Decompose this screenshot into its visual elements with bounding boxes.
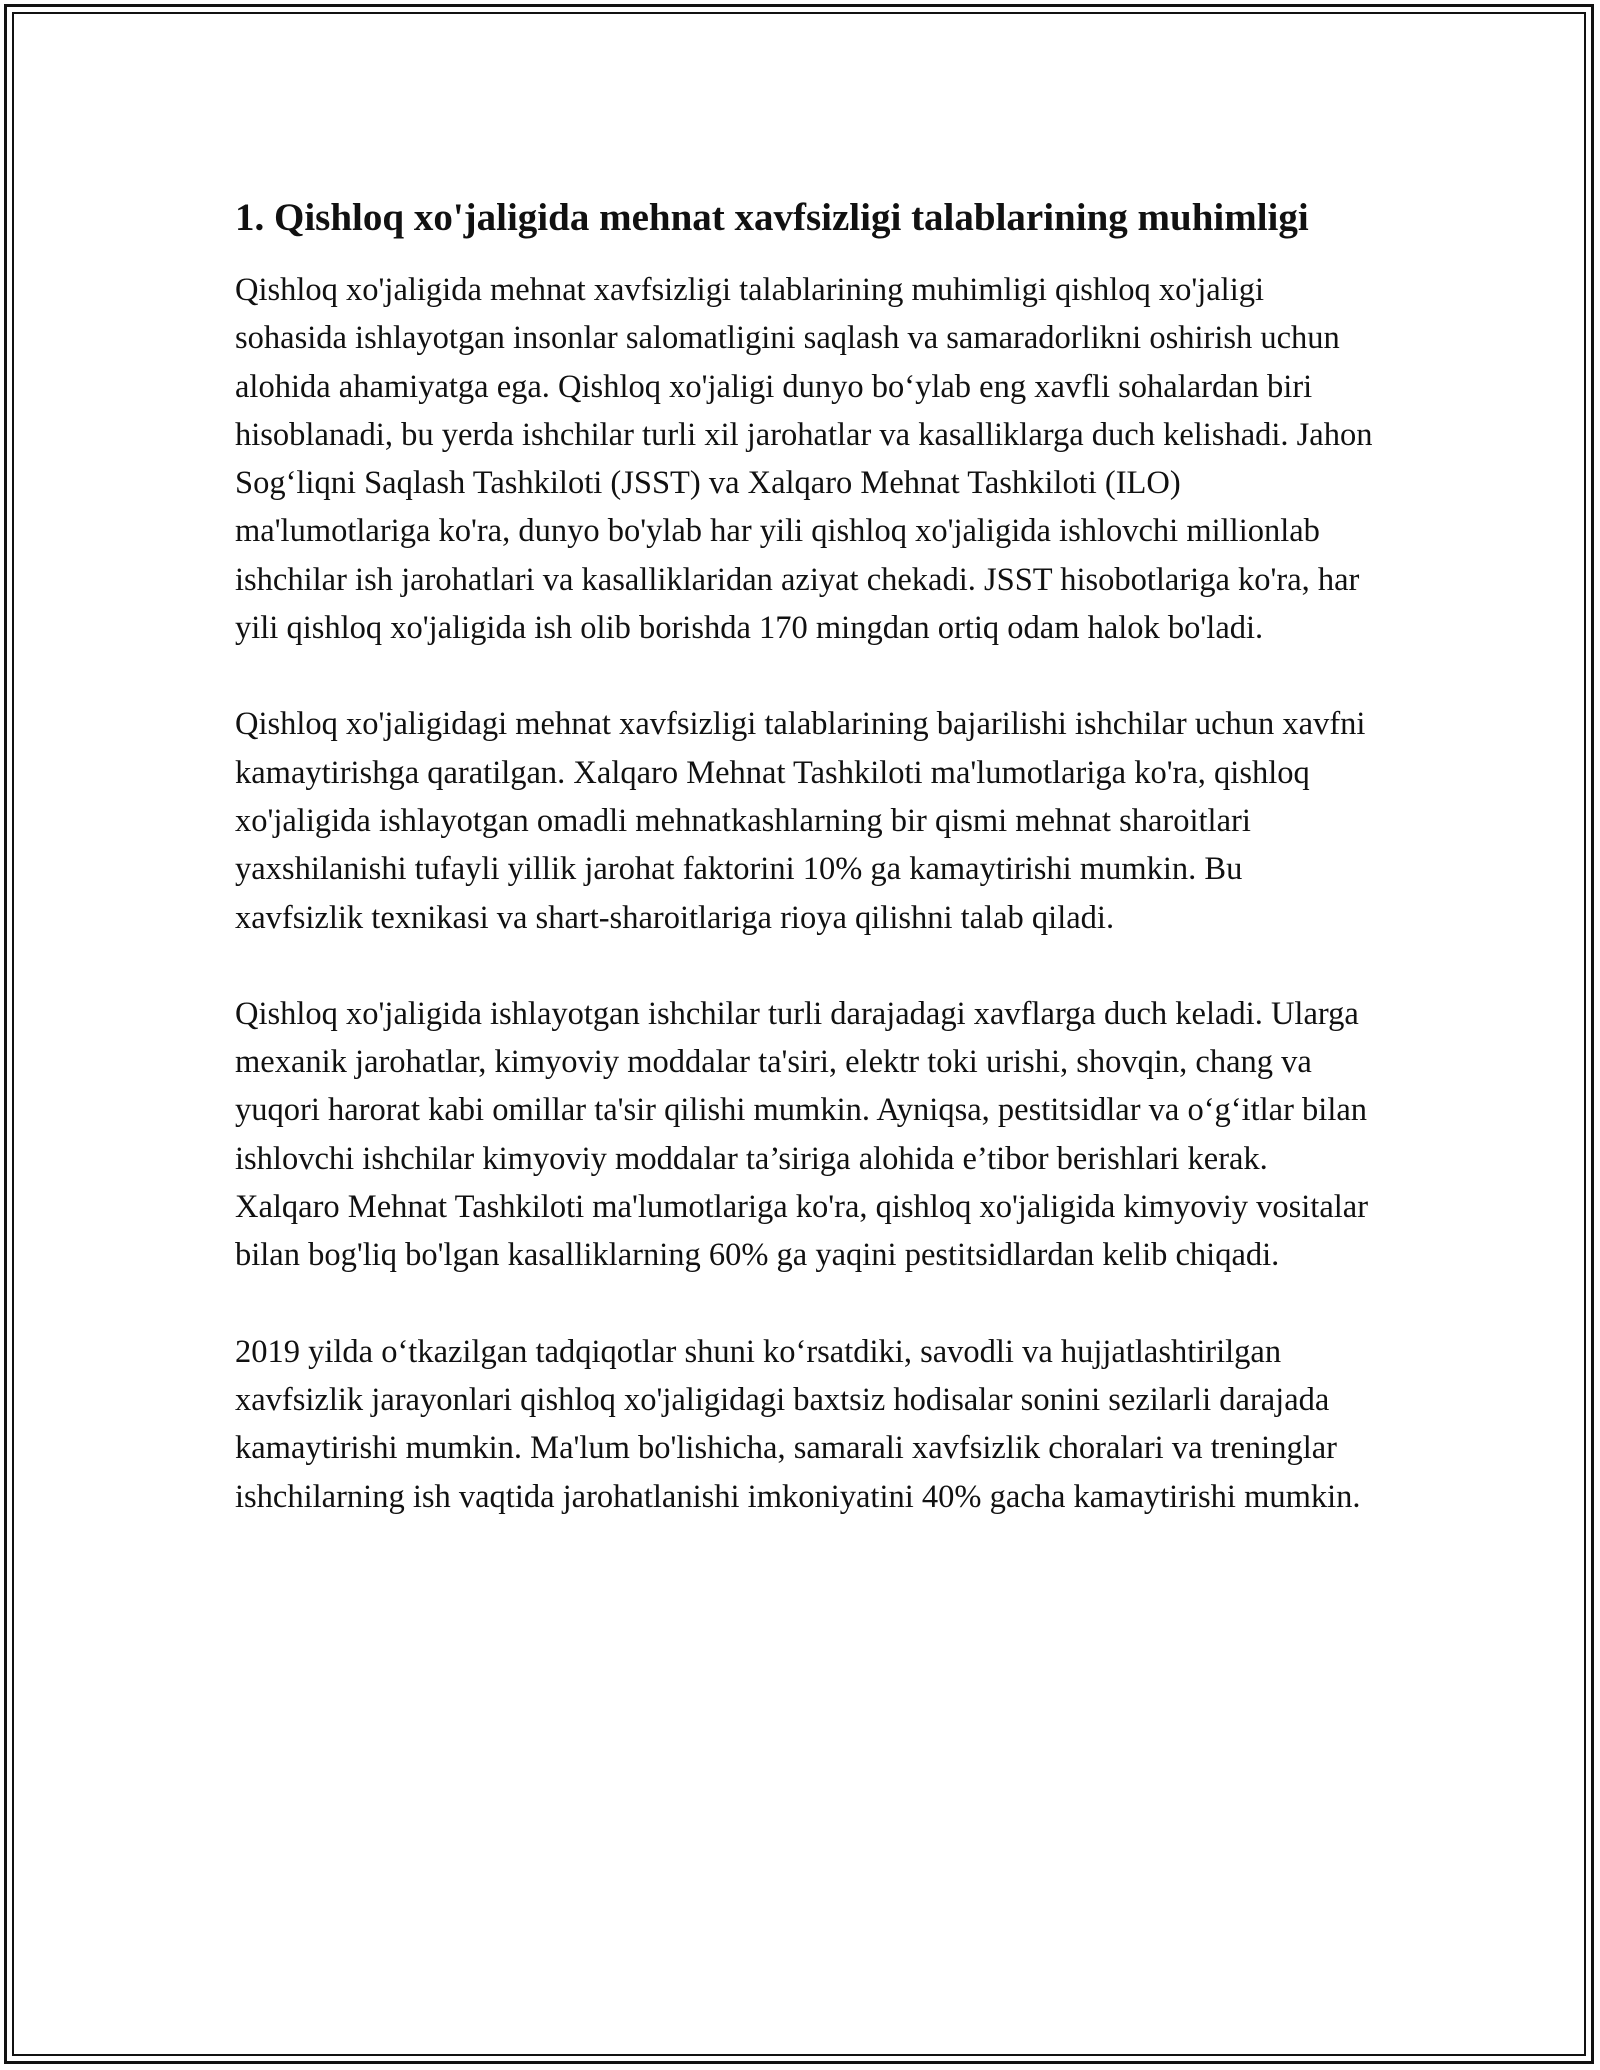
paragraph-2: Qishloq xo'jaligidagi mehnat xavfsizligi talablarining bajarilishi ishchilar uchun xavfni kamaytirishga qaratilgan. Xalqaro Mehnat Tashkiloti ma'lumotlariga ko'ra, qishloq xo'jaligida ishlayotgan omadli mehnatkashlarning bir qismi mehnat sharoitlari yaxshilanishi tufayli yillik jarohat faktorini 10% ga kamaytirishi mumkin. Bu xavfsizlik texnikasi va shart-sharoitlariga rioya qilishni talab qiladi. (235, 706, 1366, 936)
section-heading: 1. Qishloq xo'jaligida mehnat xavfsizligi talablarining muhimligi (235, 196, 1309, 239)
paragraph-4: 2019 yilda o‘tkazilgan tadqiqotlar shuni ko‘rsatdiki, savodli va hujjatlashtirilgan xavfsizlik jarayonlari qishloq xo'jaligidagi baxtsiz hodisalar sonini sezilarli darajada kamaytirishi mumkin. Ma'lum bo'lishicha, samarali xavfsizlik choralari va treninglar ishchilarning ish vaqtida jarohatlanishi imkoniyatini 40% gacha kamaytirishi mumkin. (235, 1333, 1361, 1515)
paragraph-3: Qishloq xo'jaligida ishlayotgan ishchilar turli darajadagi xavflarga duch keladi. Ularga mexanik jarohatlar, kimyoviy moddalar ta'siri, elektr toki urishi, shovqin, chang va yuqori harorat kabi omillar ta'sir qilishi mumkin. Ayniqsa, pestitsidlar va o‘g‘itlar bilan ishlovchi ishchilar kimyoviy moddalar ta’siriga alohida e’tibor berishlari kerak. Xalqaro Mehnat Tashkiloti ma'lumotlariga ko'ra, qishloq xo'jaligida kimyoviy vositalar bilan bog'liq bo'lgan kasalliklarning 60% ga yaqini pestitsidlardan kelib chiqadi. (235, 995, 1369, 1274)
document-body (235, 190, 1375, 1569)
paragraph-1: Qishloq xo'jaligida mehnat xavfsizligi talablarining muhimligi qishloq xo'jaligi sohasida ishlayotgan insonlar salomatligini saqlash va samaradorlikni oshirish uchun alohida ahamiyatga ega. Qishloq xo'jaligi dunyo bo‘ylab eng xavfli sohalardan biri hisoblanadi, bu yerda ishchilar turli xil jarohatlar va kasalliklarga duch kelishadi. Jahon Sog‘liqni Saqlash Tashkiloti (JSST) va Xalqaro Mehnat Tashkiloti (ILO) ma'lumotlariga ko'ra, dunyo bo'ylab har yili qishloq xo'jaligida ishlovchi millionlab ishchilar ish jarohatlari va kasalliklaridan aziyat chekadi. JSST hisobotlariga ko'ra, har yili qishloq xo'jaligida ish olib borishda 170 mingdan ortiq odam halok bo'ladi. (235, 272, 1373, 647)
